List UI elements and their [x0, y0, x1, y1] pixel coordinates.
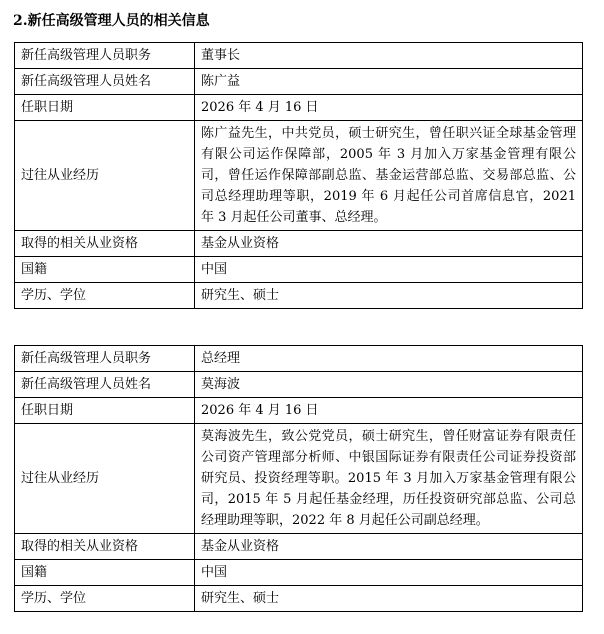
table-row: [15, 121, 583, 231]
field-value-position: 董事长: [195, 43, 583, 69]
table-row: [15, 283, 583, 309]
table-row: [15, 424, 583, 534]
table-row: [15, 534, 583, 560]
executive-info-table-2: [14, 345, 583, 612]
table-row: [15, 43, 583, 69]
field-label-name: 新任高级管理人员姓名: [15, 372, 195, 398]
field-label-appointment-date: 任职日期: [15, 398, 195, 424]
work-history-text: 陈广益先生，中共党员，硕士研究生，曾任职兴证全球基金管理有限公司运作保障部，2005 年 3 月加入万家基金管理有限公司，曾任运作保障部副总监、基金运营部总监、交易部总监、公司总经理助理等职，2019 年 6 月起任公司首席信息官，2021 年 3 月起任公司董事、总经理。: [201, 126, 576, 225]
field-value-education: 研究生、硕士: [195, 283, 583, 309]
field-value-work-history: [195, 121, 583, 231]
field-label-qualification: 取得的相关从业资格: [15, 231, 195, 257]
table-row: [15, 560, 583, 586]
table-row: [15, 398, 583, 424]
table-row: [15, 372, 583, 398]
field-value-nationality: 中国: [195, 560, 583, 586]
field-label-position: 新任高级管理人员职务: [15, 43, 195, 69]
field-label-education: 学历、学位: [15, 586, 195, 612]
field-value-name: 陈广益: [195, 69, 583, 95]
field-label-nationality: 国籍: [15, 257, 195, 283]
field-label-appointment-date: 任职日期: [15, 95, 195, 121]
field-value-position: 总经理: [195, 346, 583, 372]
field-value-work-history: [195, 424, 583, 534]
field-label-education: 学历、学位: [15, 283, 195, 309]
field-value-appointment-date: 2026 年 4 月 16 日: [195, 95, 583, 121]
field-value-name: 莫海波: [195, 372, 583, 398]
field-label-nationality: 国籍: [15, 560, 195, 586]
field-value-appointment-date: 2026 年 4 月 16 日: [195, 398, 583, 424]
field-label-work-history: 过往从业经历: [15, 121, 195, 231]
table-row: [15, 69, 583, 95]
section-title: 2.新任高级管理人员的相关信息: [13, 13, 210, 29]
table-row: [15, 231, 583, 257]
table-row: [15, 257, 583, 283]
field-value-qualification: 基金从业资格: [195, 534, 583, 560]
field-label-name: 新任高级管理人员姓名: [15, 69, 195, 95]
field-label-qualification: 取得的相关从业资格: [15, 534, 195, 560]
table-row: [15, 586, 583, 612]
field-label-work-history: 过往从业经历: [15, 424, 195, 534]
executive-info-table-1: [14, 42, 583, 309]
field-value-education: 研究生、硕士: [195, 586, 583, 612]
work-history-text: 莫海波先生，致公党党员，硕士研究生，曾任财富证券有限责任公司资产管理部分析师、中银国际证券有限责任公司证券投资部研究员、投资经理等职。2015 年 3 月加入万家基金管理有限公司，2015 年 5 月起任基金经理，历任投资研究部总监、公司总经理助理等职，2022 年 8 月起任公司副总经理。: [201, 429, 576, 528]
field-value-nationality: 中国: [195, 257, 583, 283]
table-row: [15, 346, 583, 372]
field-label-position: 新任高级管理人员职务: [15, 346, 195, 372]
field-value-qualification: 基金从业资格: [195, 231, 583, 257]
table-row: [15, 95, 583, 121]
